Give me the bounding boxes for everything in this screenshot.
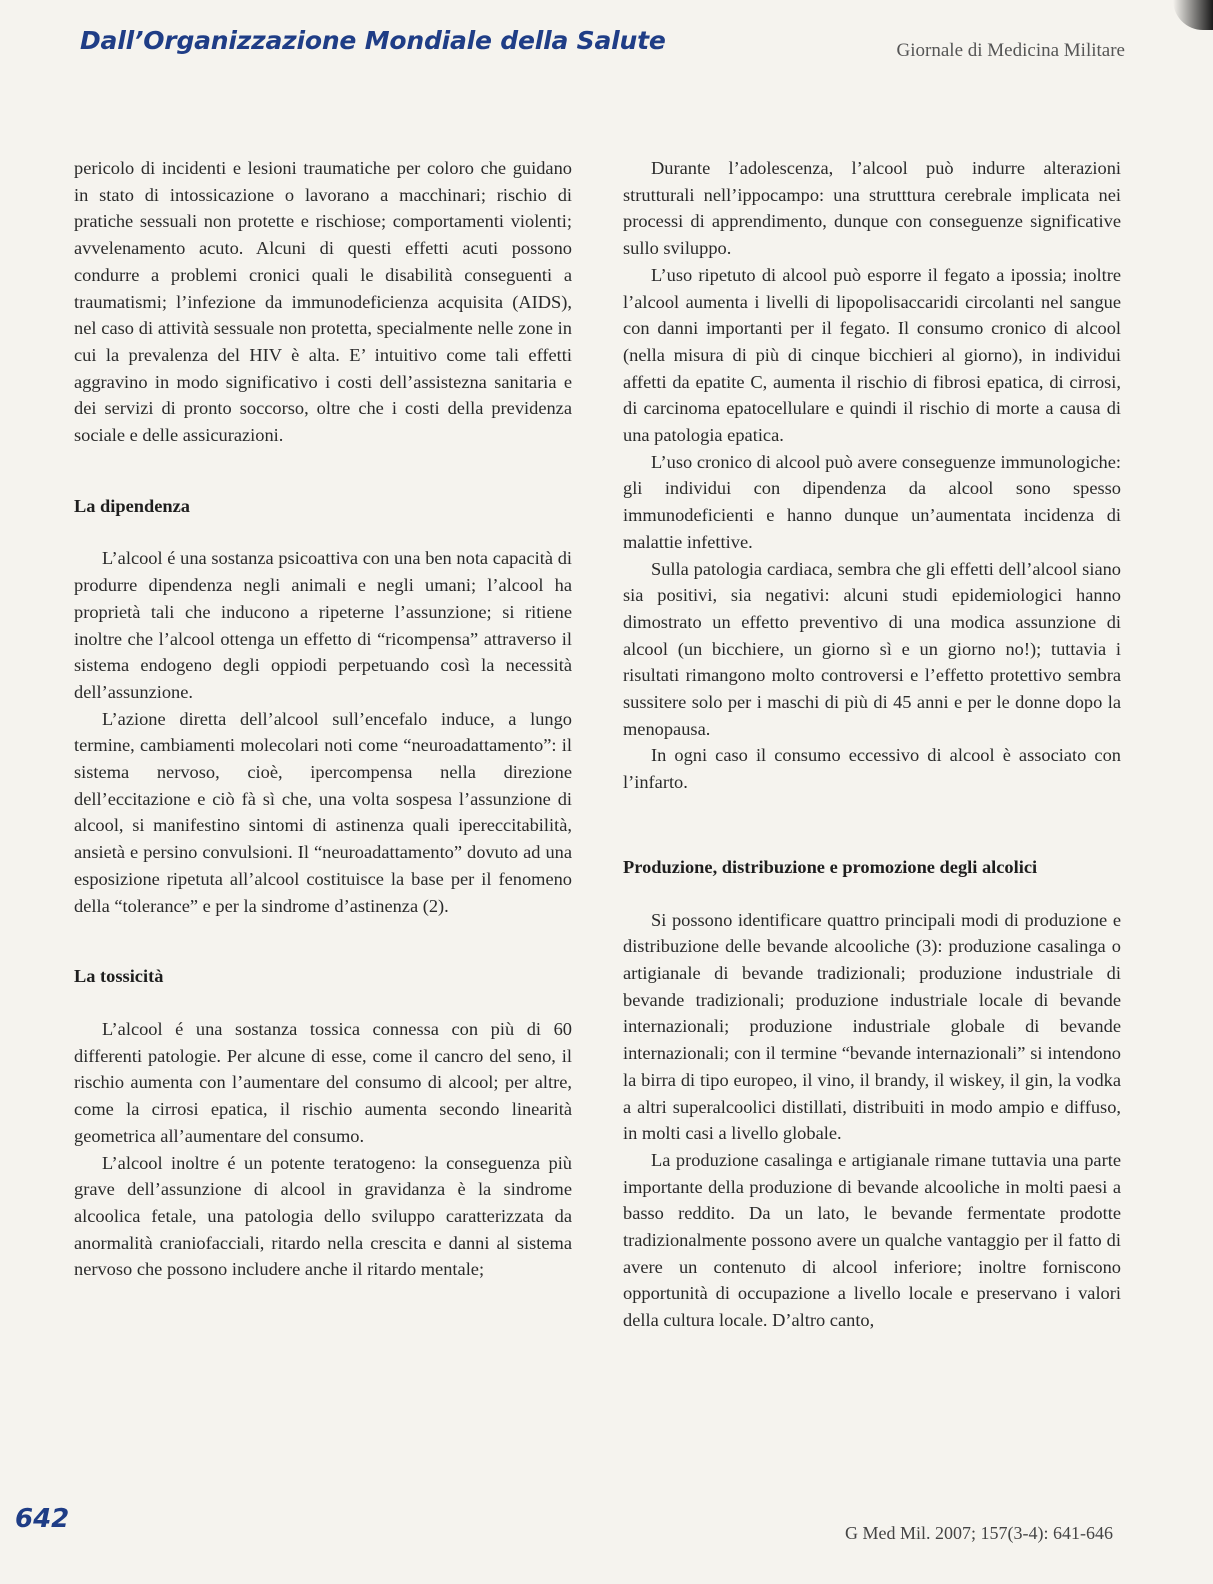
right-column: [623, 155, 1121, 1334]
dependence-paragraph: L’alcool é una sostanza psicoattiva con una ben nota capacità di produrre dipendenza negli animali e negli umani; l’alcool ha proprietà tali che inducono a ripeterne l’assunzione; si ritiene inoltre che l’alcool ottenga un effetto di “ricompensa” attraverso il sistema endogeno degli oppiodi perpetuando così la necessità dell’assunzione.: [74, 548, 572, 702]
journal-name: Giornale di Medicina Militare: [896, 40, 1125, 61]
intro-paragraph: pericolo di incidenti e lesioni traumatiche per coloro che guidano in stato di intossicazione o lavorano a macchinari; rischio di pratiche sessuali non protette e rischiose; comportamenti violenti; avvelenamento acuto. Alcuni di questi effetti acuti possono condurre a problemi cronici quali le disabilità conseguenti a traumatismi; l’infezione da immunodeficienza acquisita (AIDS), nel caso di attività sessuale non protetta, specialmente nelle zone in cui la prevalenza del HIV è alta. E’ intuitivo come tali effetti aggravino in modo significativo i costi dell’assistezna sanitaria e dei servizi di pronto soccorso, oltre che i costi della previdenza sociale e delle assicurazioni.: [74, 158, 572, 446]
toxicity-heading: La tossicità: [74, 966, 164, 987]
production-heading: Produzione, distribuzione e promozione degli alcolici: [623, 856, 1038, 877]
section-title: Dall’Organizzazione Mondiale della Salute: [80, 26, 666, 55]
page-number: 642: [15, 1504, 70, 1534]
body-paragraph: In ogni caso il consumo eccessivo di alcool è associato con l’infarto.: [623, 745, 1121, 793]
page-edge-shadow: [1173, 0, 1213, 30]
toxicity-paragraph: L’alcool é una sostanza tossica connessa con più di 60 differenti patologie. Per alcune di esse, come il cancro del seno, il rischio aumenta con l’aumentare del consumo di alcool; per altre, come la cirrosi epatica, il rischio aumenta secondo linearità geometrica all’aumentare del consumo.: [74, 1018, 572, 1146]
dependence-paragraph: L’azione diretta dell’alcool sull’encefalo induce, a lungo termine, cambiamenti molecolari noti come “neuroadattamento”: il sistema nervoso, cioè, ipercompensa nella direzione dell’eccitazione e ciò fà sì che, una volta sospesa l’assunzione di alcool, si manifestino sintomi di astinenza quali ipereccitabilità, ansietà e persino convulsioni. Il “neuroadattamento” dovuto ad una esposizione ripetuta all’alcool costituisce la base per il fenomeno della “tolerance” e per la sindrome d’astinenza (2).: [74, 708, 572, 916]
dependence-heading: La dipendenza: [74, 495, 190, 516]
body-paragraph: Durante l’adolescenza, l’alcool può indurre alterazioni strutturali nell’ippocampo: una strutttura cerebrale implicata nei processi di apprendimento, dunque con conseguenze significative sullo sviluppo.: [623, 158, 1121, 259]
body-paragraph: L’uso cronico di alcool può avere conseguenze immunologiche: gli individui con dipendenza da alcool sono spesso immunodeficienti e hanno dunque un’aumentata incidenza di malattie infettive.: [623, 451, 1121, 552]
toxicity-paragraph: L’alcool inoltre é un potente teratogeno: la conseguenza più grave dell’assunzione di alcool in gravidanza è la sindrome alcoolica fetale, una patologia dello sviluppo caratterizzata da anormalità craniofacciali, ritardo nella crescita e danni al sistema nervoso che possono includere anche il ritardo mentale;: [74, 1152, 572, 1280]
body-paragraph: L’uso ripetuto di alcool può esporre il fegato a ipossia; inoltre l’alcool aumenta i livelli di lipopolisaccaridi circolanti nel sangue con danni importanti per il fegato. Il consumo cronico di alcool (nella misura di più di cinque bicchieri al giorno), in individui affetti da epatite C, aumenta il rischio di fibrosi epatica, di cirrosi, di carcinoma epatocellulare e quindi il rischio di morte a causa di una patologia epatica.: [623, 264, 1121, 446]
left-column: [74, 155, 572, 1283]
journal-citation: G Med Mil. 2007; 157(3-4): 641-646: [845, 1523, 1113, 1543]
body-paragraph: Sulla patologia cardiaca, sembra che gli effetti dell’alcool siano sia positivi, sia negativi: alcuni studi epidemiologici hanno dimostrato un effetto preventivo di una modica assunzione di alcool (un bicchiere, un giorno sì e un giorno no!); tuttavia i risultati rimangono molto controversi e l’effetto protettivo sembra sussitere solo per i maschi di più di 45 anni e per le donne dopo la menopausa.: [623, 558, 1121, 739]
production-paragraph: La produzione casalinga e artigianale rimane tuttavia una parte importante della produzione di bevande alcooliche in molti paesi a basso reddito. Da un lato, le bevande fermentate prodotte tradizionalmente possono avere un qualche vantaggio per il fatto di avere un contenuto di alcool inferiore; inoltre forniscono opportunità di occupazione a livello locale e preservano i valori della cultura locale. D’altro canto,: [623, 1149, 1121, 1331]
production-paragraph: Si possono identificare quattro principali modi di produzione e distribuzione delle bevande alcooliche (3): produzione casalinga o artigianale di bevande tradizionali; produzione industriale di bevande tradizionali; produzione industriale locale di bevande internazionali; produzione industriale globale di bevande internazionali; con il termine “bevande internazionali” si intendono la birra di tipo europeo, il vino, il brandy, il wiskey, il gin, la vodka a altri superalcoolici distillati, distribuiti in modo ampio e diffuso, in molti casi a livello globale.: [623, 909, 1121, 1144]
